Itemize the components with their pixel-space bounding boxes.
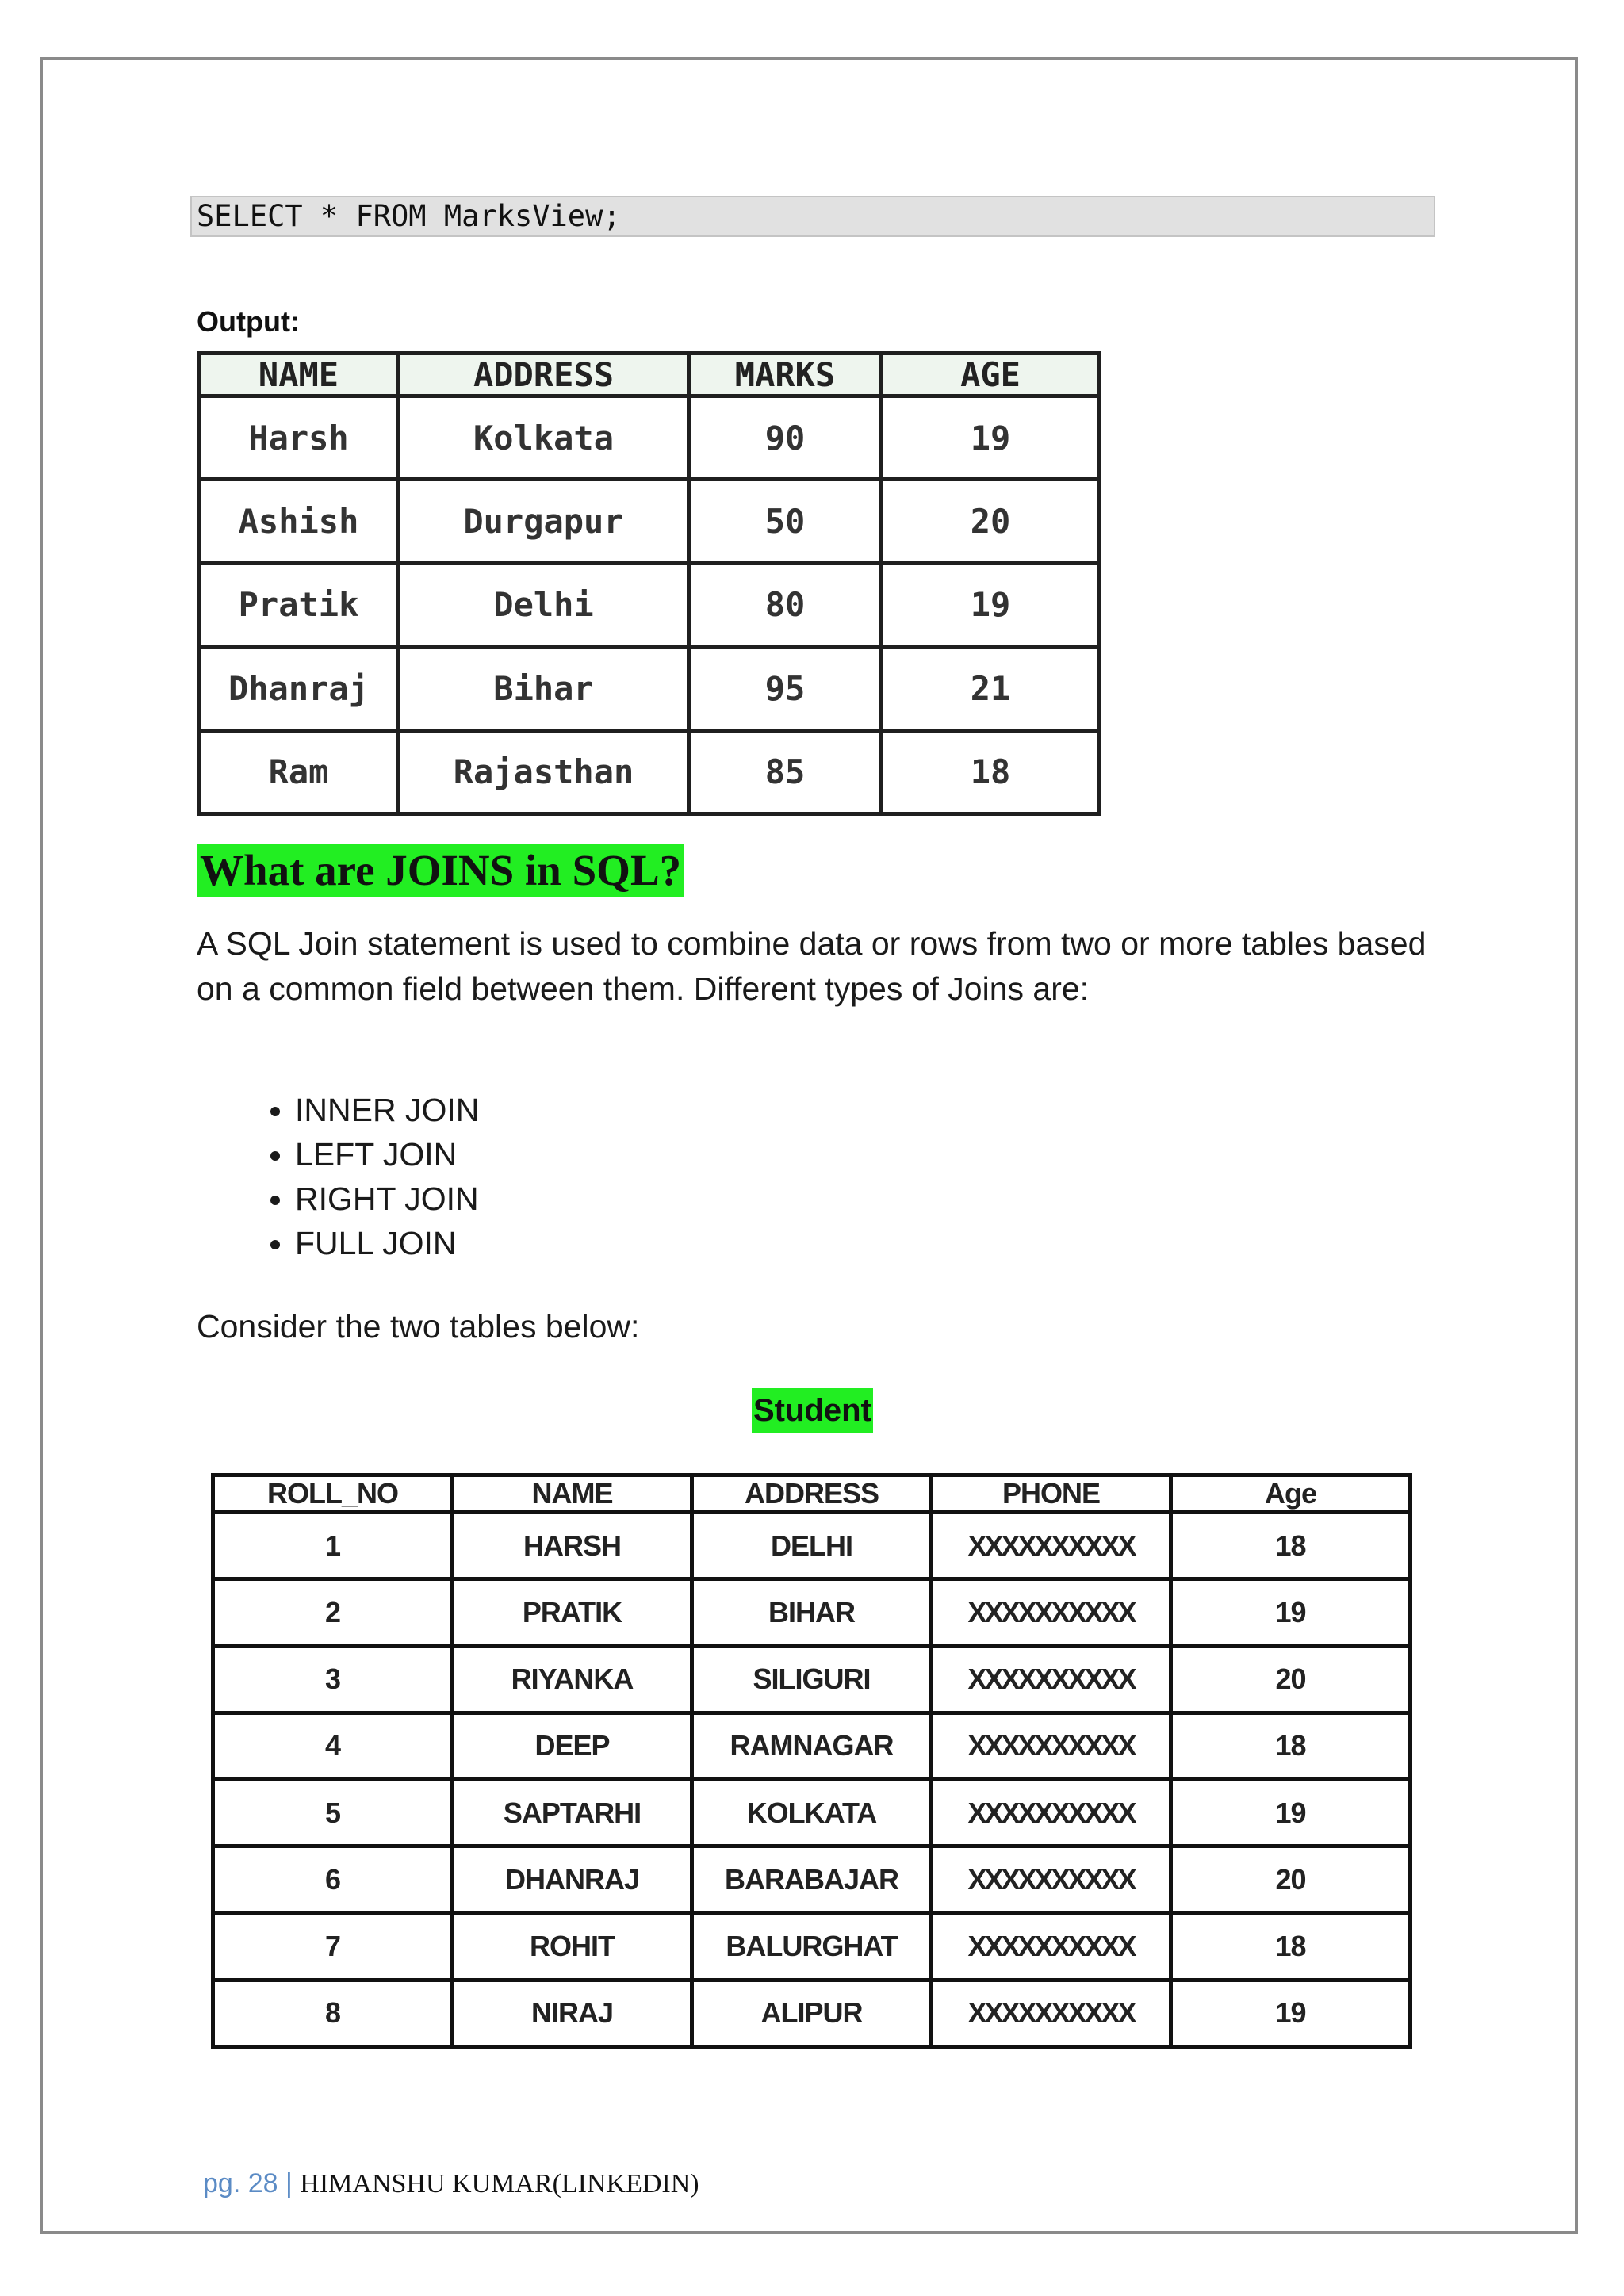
column-header: ADDRESS xyxy=(692,1475,932,1513)
table-cell: 19 xyxy=(1171,1579,1411,1646)
table-cell: 2 xyxy=(213,1579,453,1646)
table-cell: XXXXXXXXXX xyxy=(932,1980,1171,2046)
table-cell: 20 xyxy=(1171,1646,1411,1712)
table-cell: 95 xyxy=(689,647,882,730)
student-table-title: Student xyxy=(752,1388,873,1433)
table-cell: 20 xyxy=(882,480,1100,563)
table-cell: 6 xyxy=(213,1846,453,1913)
table-row xyxy=(199,563,1100,646)
section-heading: What are JOINS in SQL? xyxy=(197,844,684,897)
table-cell: HARSH xyxy=(453,1513,692,1579)
table-cell: 4 xyxy=(213,1712,453,1779)
table-cell: 18 xyxy=(1171,1513,1411,1579)
list-item: • FULL JOIN xyxy=(295,1221,479,1265)
table-cell: SAPTARHI xyxy=(453,1780,692,1846)
table-cell: RIYANKA xyxy=(453,1646,692,1712)
table-cell: 8 xyxy=(213,1980,453,2046)
table-cell: XXXXXXXXXX xyxy=(932,1646,1171,1712)
footer-author: HIMANSHU KUMAR(LINKEDIN) xyxy=(300,2169,699,2198)
table-header-row xyxy=(199,354,1100,396)
join-types-list xyxy=(197,1088,479,1265)
column-header: NAME xyxy=(453,1475,692,1513)
table-cell: NIRAJ xyxy=(453,1980,692,2046)
list-item: • INNER JOIN xyxy=(295,1088,479,1132)
table-cell: RAMNAGAR xyxy=(692,1712,932,1779)
table-row xyxy=(199,730,1100,813)
table-cell: Pratik xyxy=(199,563,399,646)
table-cell: 80 xyxy=(689,563,882,646)
table-cell: XXXXXXXXXX xyxy=(932,1513,1171,1579)
table-cell: 19 xyxy=(1171,1780,1411,1846)
output-label: Output: xyxy=(197,305,300,338)
table-cell: Kolkata xyxy=(399,396,689,480)
table-cell: Ram xyxy=(199,730,399,813)
table-cell: PRATIK xyxy=(453,1579,692,1646)
table-row xyxy=(199,647,1100,730)
table-cell: XXXXXXXXXX xyxy=(932,1913,1171,1980)
column-header: ADDRESS xyxy=(399,354,689,396)
list-item: • LEFT JOIN xyxy=(295,1132,479,1177)
table-cell: BARABAJAR xyxy=(692,1846,932,1913)
column-header: Age xyxy=(1171,1475,1411,1513)
table-cell: 85 xyxy=(689,730,882,813)
table-cell: DHANRAJ xyxy=(453,1846,692,1913)
table-cell: 90 xyxy=(689,396,882,480)
table-row xyxy=(213,1780,1411,1846)
column-header: PHONE xyxy=(932,1475,1171,1513)
column-header: MARKS xyxy=(689,354,882,396)
table-cell: 18 xyxy=(1171,1712,1411,1779)
student-table xyxy=(211,1473,1412,2049)
table-cell: 18 xyxy=(882,730,1100,813)
table-cell: XXXXXXXXXX xyxy=(932,1846,1171,1913)
table-row xyxy=(213,1712,1411,1779)
table-cell: 18 xyxy=(1171,1913,1411,1980)
table-cell: Harsh xyxy=(199,396,399,480)
table-cell: Delhi xyxy=(399,563,689,646)
column-header: NAME xyxy=(199,354,399,396)
table-cell: SILIGURI xyxy=(692,1646,932,1712)
table-cell: XXXXXXXXXX xyxy=(932,1780,1171,1846)
table-cell: 19 xyxy=(1171,1980,1411,2046)
page-footer xyxy=(203,2168,699,2199)
table-row xyxy=(213,1579,1411,1646)
column-header: ROLL_NO xyxy=(213,1475,453,1513)
table-row xyxy=(199,480,1100,563)
table-row xyxy=(213,1513,1411,1579)
table-cell: 1 xyxy=(213,1513,453,1579)
table-cell: KOLKATA xyxy=(692,1780,932,1846)
table-row xyxy=(213,1913,1411,1980)
table-cell: 19 xyxy=(882,396,1100,480)
table-cell: ALIPUR xyxy=(692,1980,932,2046)
table-header-row xyxy=(213,1475,1411,1513)
table-cell: Rajasthan xyxy=(399,730,689,813)
joins-description: A SQL Join statement is used to combine data or rows from two or more tables based on a common field between them. Different types of Joins are: xyxy=(197,925,1427,1007)
table-cell: 5 xyxy=(213,1780,453,1846)
table-cell: DEEP xyxy=(453,1712,692,1779)
table-cell: 20 xyxy=(1171,1846,1411,1913)
footer-separator: | xyxy=(285,2168,293,2198)
table-cell: DELHI xyxy=(692,1513,932,1579)
table-row xyxy=(213,1646,1411,1712)
table-cell: Bihar xyxy=(399,647,689,730)
table-cell: 50 xyxy=(689,480,882,563)
table-row xyxy=(199,396,1100,480)
page-number: pg. 28 xyxy=(203,2168,278,2198)
column-header: AGE xyxy=(882,354,1100,396)
table-row xyxy=(213,1980,1411,2046)
table-cell: Durgapur xyxy=(399,480,689,563)
table-cell: Ashish xyxy=(199,480,399,563)
table-cell: 3 xyxy=(213,1646,453,1712)
table-cell: Dhanraj xyxy=(199,647,399,730)
consider-text: Consider the two tables below: xyxy=(197,1308,640,1345)
sql-code-block: SELECT * FROM MarksView; xyxy=(190,196,1435,237)
table-cell: 19 xyxy=(882,563,1100,646)
table-cell: XXXXXXXXXX xyxy=(932,1712,1171,1779)
table-cell: ROHIT xyxy=(453,1913,692,1980)
table-cell: XXXXXXXXXX xyxy=(932,1579,1171,1646)
table-cell: 7 xyxy=(213,1913,453,1980)
table-cell: BIHAR xyxy=(692,1579,932,1646)
list-item: • RIGHT JOIN xyxy=(295,1177,479,1221)
table-row xyxy=(213,1846,1411,1913)
table-cell: 21 xyxy=(882,647,1100,730)
marks-view-table xyxy=(197,351,1101,816)
table-cell: BALURGHAT xyxy=(692,1913,932,1980)
